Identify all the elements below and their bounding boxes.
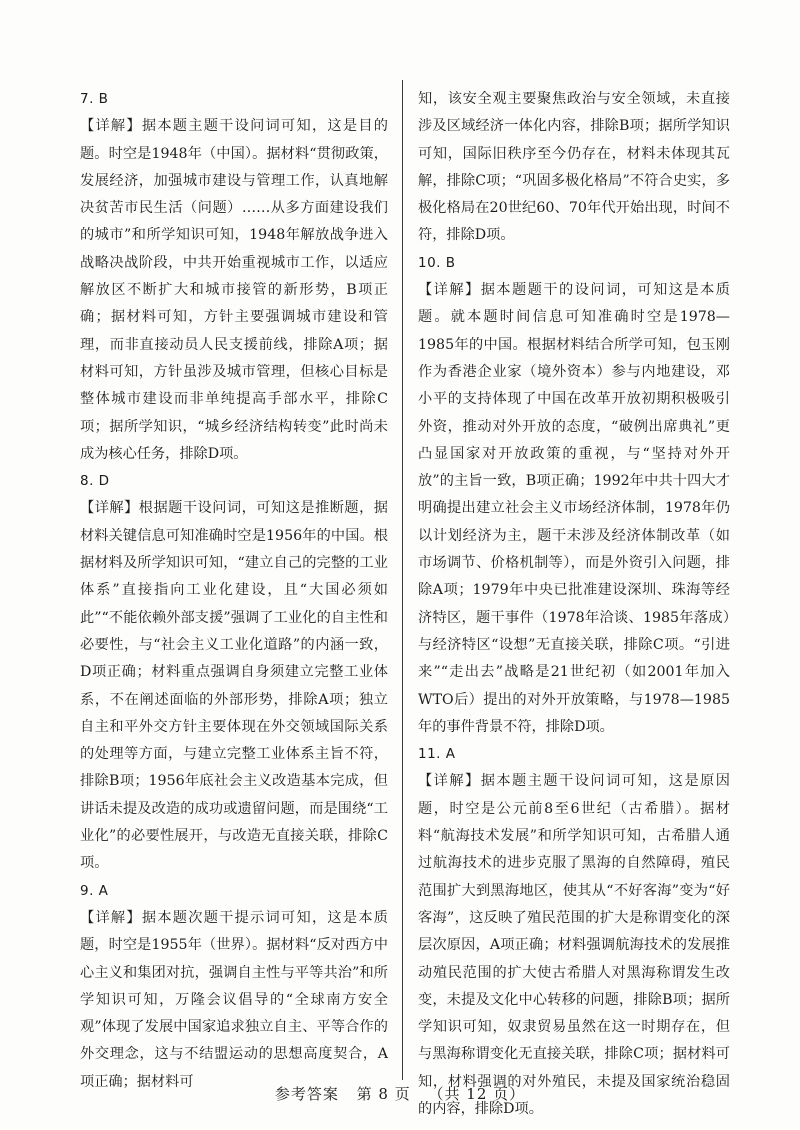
answer-label: 8. D — [80, 473, 110, 490]
page-footer — [0, 1083, 800, 1104]
answer-item-9-continued — [418, 86, 730, 250]
answer-item-7 — [80, 86, 388, 468]
answer-explanation: 【详解】据本题主题干设问词可知，这是目的题。时空是1948年（中国）。据材料“贯彻政策，发展经济，加强城市建设与管理工作，认真地解决贫苦市民生活（问题）……从多方面建设我们的城市”和所学知识可知，1948年解放战争进入战略决战阶段，中共开始重视城市工作，以适应解放区不断扩大和城市接管的新形势，B项正确；据材料可知，方针主要强调城市建设和管理，而非直接动员人民支援前线，排除A项；据材料可知，方针虽涉及城市管理，但核心目标是整体城市建设而非单纯提高手部水平，排除C项；据所学知识，“城乡经济结构转变”此时尚未成为核心任务，排除D项。 — [80, 118, 388, 462]
footer-doc-title: 参考答案 — [274, 1085, 339, 1103]
answer-item-8 — [80, 468, 388, 877]
answer-explanation: 【详解】据本题次题干提示词可知，这是本质题，时空是1955年（世界）。据材料“反对西方中心主义和集团对抗，强调自主性与平等共治”和所学知识可知，万隆会议倡导的“全球南方安全观”体现了发展中国家追求独立自主、平等合作的外交理念，这与不结盟运动的思想高度契合，A项正确；据材料可 — [80, 909, 388, 1090]
footer-page-number: 第 8 页 — [356, 1085, 411, 1103]
answer-label: 10. B — [418, 254, 456, 271]
answer-item-10 — [418, 250, 730, 741]
footer-total-pages: （共 12 页） — [428, 1085, 526, 1103]
answer-label: 11. A — [418, 746, 456, 763]
answer-explanation: 【详解】据本题主题干设问词可知，这是原因题，时空是公元前8至6世纪（古希腊）。据材料“航海技术发展”和所学知识可知，古希腊人通过航海技术的进步克服了黑海的自然障碍，殖民范围扩大到黑海地区，使其从“不好客海”变为“好客海”，这反映了殖民范围的扩大是称谓变化的深层次原因，A项正确；材料强调航海技术的发展推动殖民范围的扩大使古希腊人对黑海称谓发生改变，未提及文化中心转移的问题，排除B项；据所学知识可知，奴隶贸易虽然在这一时期存在，但与黑海称谓变化无直接关联，排除C项；据材料可知，材料强调的对外殖民，未提及国家统治稳固的内容，排除D项。 — [418, 773, 730, 1117]
answer-explanation: 【详解】根据题干设问词，可知这是推断题，据材料关键信息可知准确时空是1956年的中国。根据材料及所学知识可知，“建立自己的完整的工业体系”直接指向工业化建设，且“大国必须如此”“不能依赖外部支援”强调了工业化的自主性和必要性，与“社会主义工业化道路”的内涵一致，D项正确；材料重点强调自身须建立完整工业体系，不在阐述面临的外部形势，排除A项；独立自主和平外交方针主要体现在外交领域国际关系的处理等方面，与建立完整工业体系主旨不符，排除B项；1956年底社会主义改造基本完成，但讲话未提及改造的成功或遗留问题，而是围绕“工业化”的必要性展开，与改造无直接关联，排除C项。 — [80, 500, 388, 872]
answer-item-9 — [80, 878, 388, 1096]
answer-explanation: 知，该安全观主要聚焦政治与安全领域，未直接涉及区域经济一体化内容，排除B项；据所学知识可知，国际旧秩序至今仍存在，材料未体现其瓦解，排除C项；“巩固多极化格局”不符合史实，多极化格局在20世纪60、70年代开始出现，时间不符，排除D项。 — [418, 91, 730, 244]
answer-label: 9. A — [80, 882, 109, 899]
left-column — [80, 86, 388, 1096]
right-column — [418, 86, 730, 1123]
answer-label: 7. B — [80, 91, 109, 107]
answer-explanation: 【详解】据本题题干的设问词，可知这是本质题。就本题时间信息可知准确时空是1978—1985年的中国。根据材料结合所学可知，包玉刚作为香港企业家（境外资本）参与内地建设，邓小平的支持体现了中国在改革开放初期积极吸引外资，推动对外开放的态度，“破例出席典礼”更凸显国家对开放政策的重视，与“坚持对外开放”的主旨一致，B项正确；1992年中共十四大才明确提出建立社会主义市场经济体制，1978年仍以计划经济为主，题干未涉及经济体制改革（如市场调节、价格机制等），而是外资引入问题，排除A项；1979年中央已批准建设深圳、珠海等经济特区，题干事件（1978年洽谈、1985年落成）与经济特区“设想”无直接关联，排除C项。“引进来”“走出去”战略是21世纪初（如2001年加入WTO后）提出的对外开放策略，与1978—1985年的事件背景不符，排除D项。 — [418, 282, 730, 735]
column-divider — [402, 80, 403, 1080]
answer-item-11 — [418, 741, 730, 1123]
